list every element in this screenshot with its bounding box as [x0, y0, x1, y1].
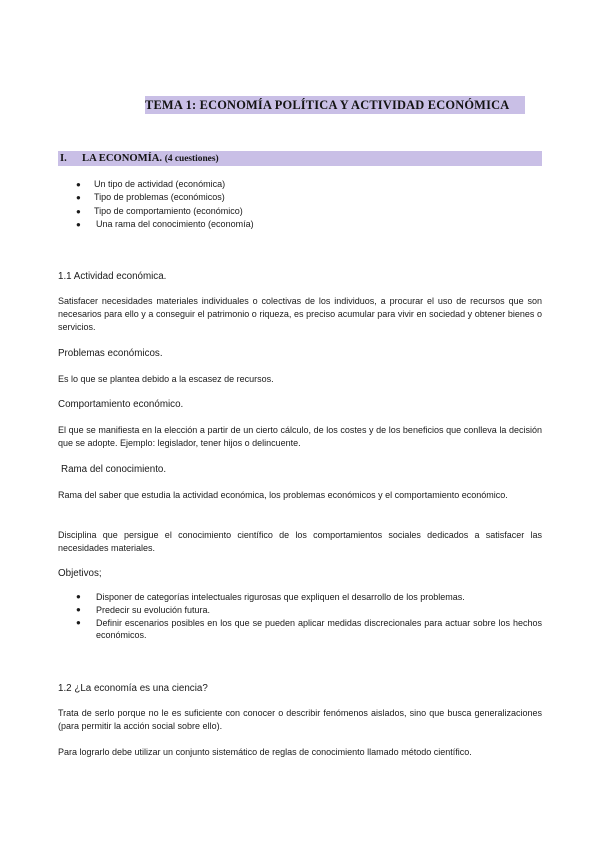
- bullet-icon: ●: [76, 592, 81, 601]
- section-heading: [58, 151, 542, 166]
- paragraph-rama-1: Rama del saber que estudia la actividad económica, los problemas económicos y el comportamiento económico.: [58, 490, 508, 500]
- bullet-icon: ●: [76, 180, 81, 189]
- paragraph-actividad: Satisfacer necesidades materiales individuales o colectivas de los individuos, a procurar el uso de recursos que son necesarios para ello y a conseguir el patrimonio o riqueza, es preciso acumular para vivir en sociedad y obtener bienes o servicios.: [58, 296, 542, 332]
- section-label: LA ECONOMÍA.: [82, 153, 163, 164]
- section-note: (4 cuestiones): [164, 154, 219, 164]
- bullet-icon: ●: [76, 604, 81, 614]
- intro-bullet-list: [76, 178, 316, 232]
- list-item: ● Tipo de comportamiento (económico): [76, 205, 314, 218]
- paragraph-problemas: Es lo que se plantea debido a la escasez de recursos.: [58, 374, 274, 384]
- bullet-icon: ●: [76, 193, 81, 203]
- subsection-heading-1-2: 1.2 ¿La economía es una ciencia?: [58, 683, 208, 694]
- subsection-heading-1-1: 1.1 Actividad económica.: [58, 271, 167, 282]
- paragraph-comportamiento: El que se manifiesta en la elección a partir de un cierto cálculo, de los costes y de los beneficios que conlleva la decisión que se adopte. Ejemplo: legislador, tener hijos o delincuente.: [58, 425, 542, 448]
- list-item: ● Un tipo de actividad (económica): [76, 178, 314, 191]
- paragraph-ciencia-2: Para lograrlo debe utilizar un conjunto sistemático de reglas de conocimiento llamado método científico.: [58, 747, 472, 757]
- list-item: ● Predecir su evolución futura.: [76, 604, 211, 615]
- heading-rama: Rama del conocimiento.: [61, 464, 167, 475]
- bullet-icon: ●: [76, 206, 81, 216]
- paragraph-rama-2: Disciplina que persigue el conocimiento científico de los comportamientos sociales dedicados a satisfacer las necesidades materiales.: [58, 530, 542, 553]
- list-item: ● Tipo de problemas (económicos): [76, 191, 314, 204]
- document-title: TEMA 1: ECONOMÍA POLÍTICA Y ACTIVIDAD ECONÓMICA: [145, 96, 525, 114]
- list-item: ● Definir escenarios posibles en los que se pueden aplicar medidas discrecionales para actuar sobre los hechos económicos.: [76, 617, 542, 641]
- heading-objetivos: Objetivos;: [58, 568, 102, 579]
- heading-problemas: Problemas económicos.: [58, 348, 163, 359]
- heading-comportamiento: Comportamiento económico.: [58, 399, 184, 410]
- paragraph-ciencia-1: Trata de serlo porque no le es suficiente con conocer o describir fenómenos aislados, sino que busca generalizaciones (para permitir la acción social sobre ello).: [58, 708, 542, 731]
- section-number: I.: [60, 153, 67, 164]
- bullet-icon: ●: [76, 220, 81, 230]
- objetivos-list: [76, 591, 542, 642]
- list-item: ● Una rama del conocimiento (economía): [76, 218, 316, 231]
- bullet-icon: ●: [76, 617, 81, 627]
- list-item: ● Disponer de categorías intelectuales rigurosas que expliquen el desarrollo de los problemas.: [76, 592, 465, 602]
